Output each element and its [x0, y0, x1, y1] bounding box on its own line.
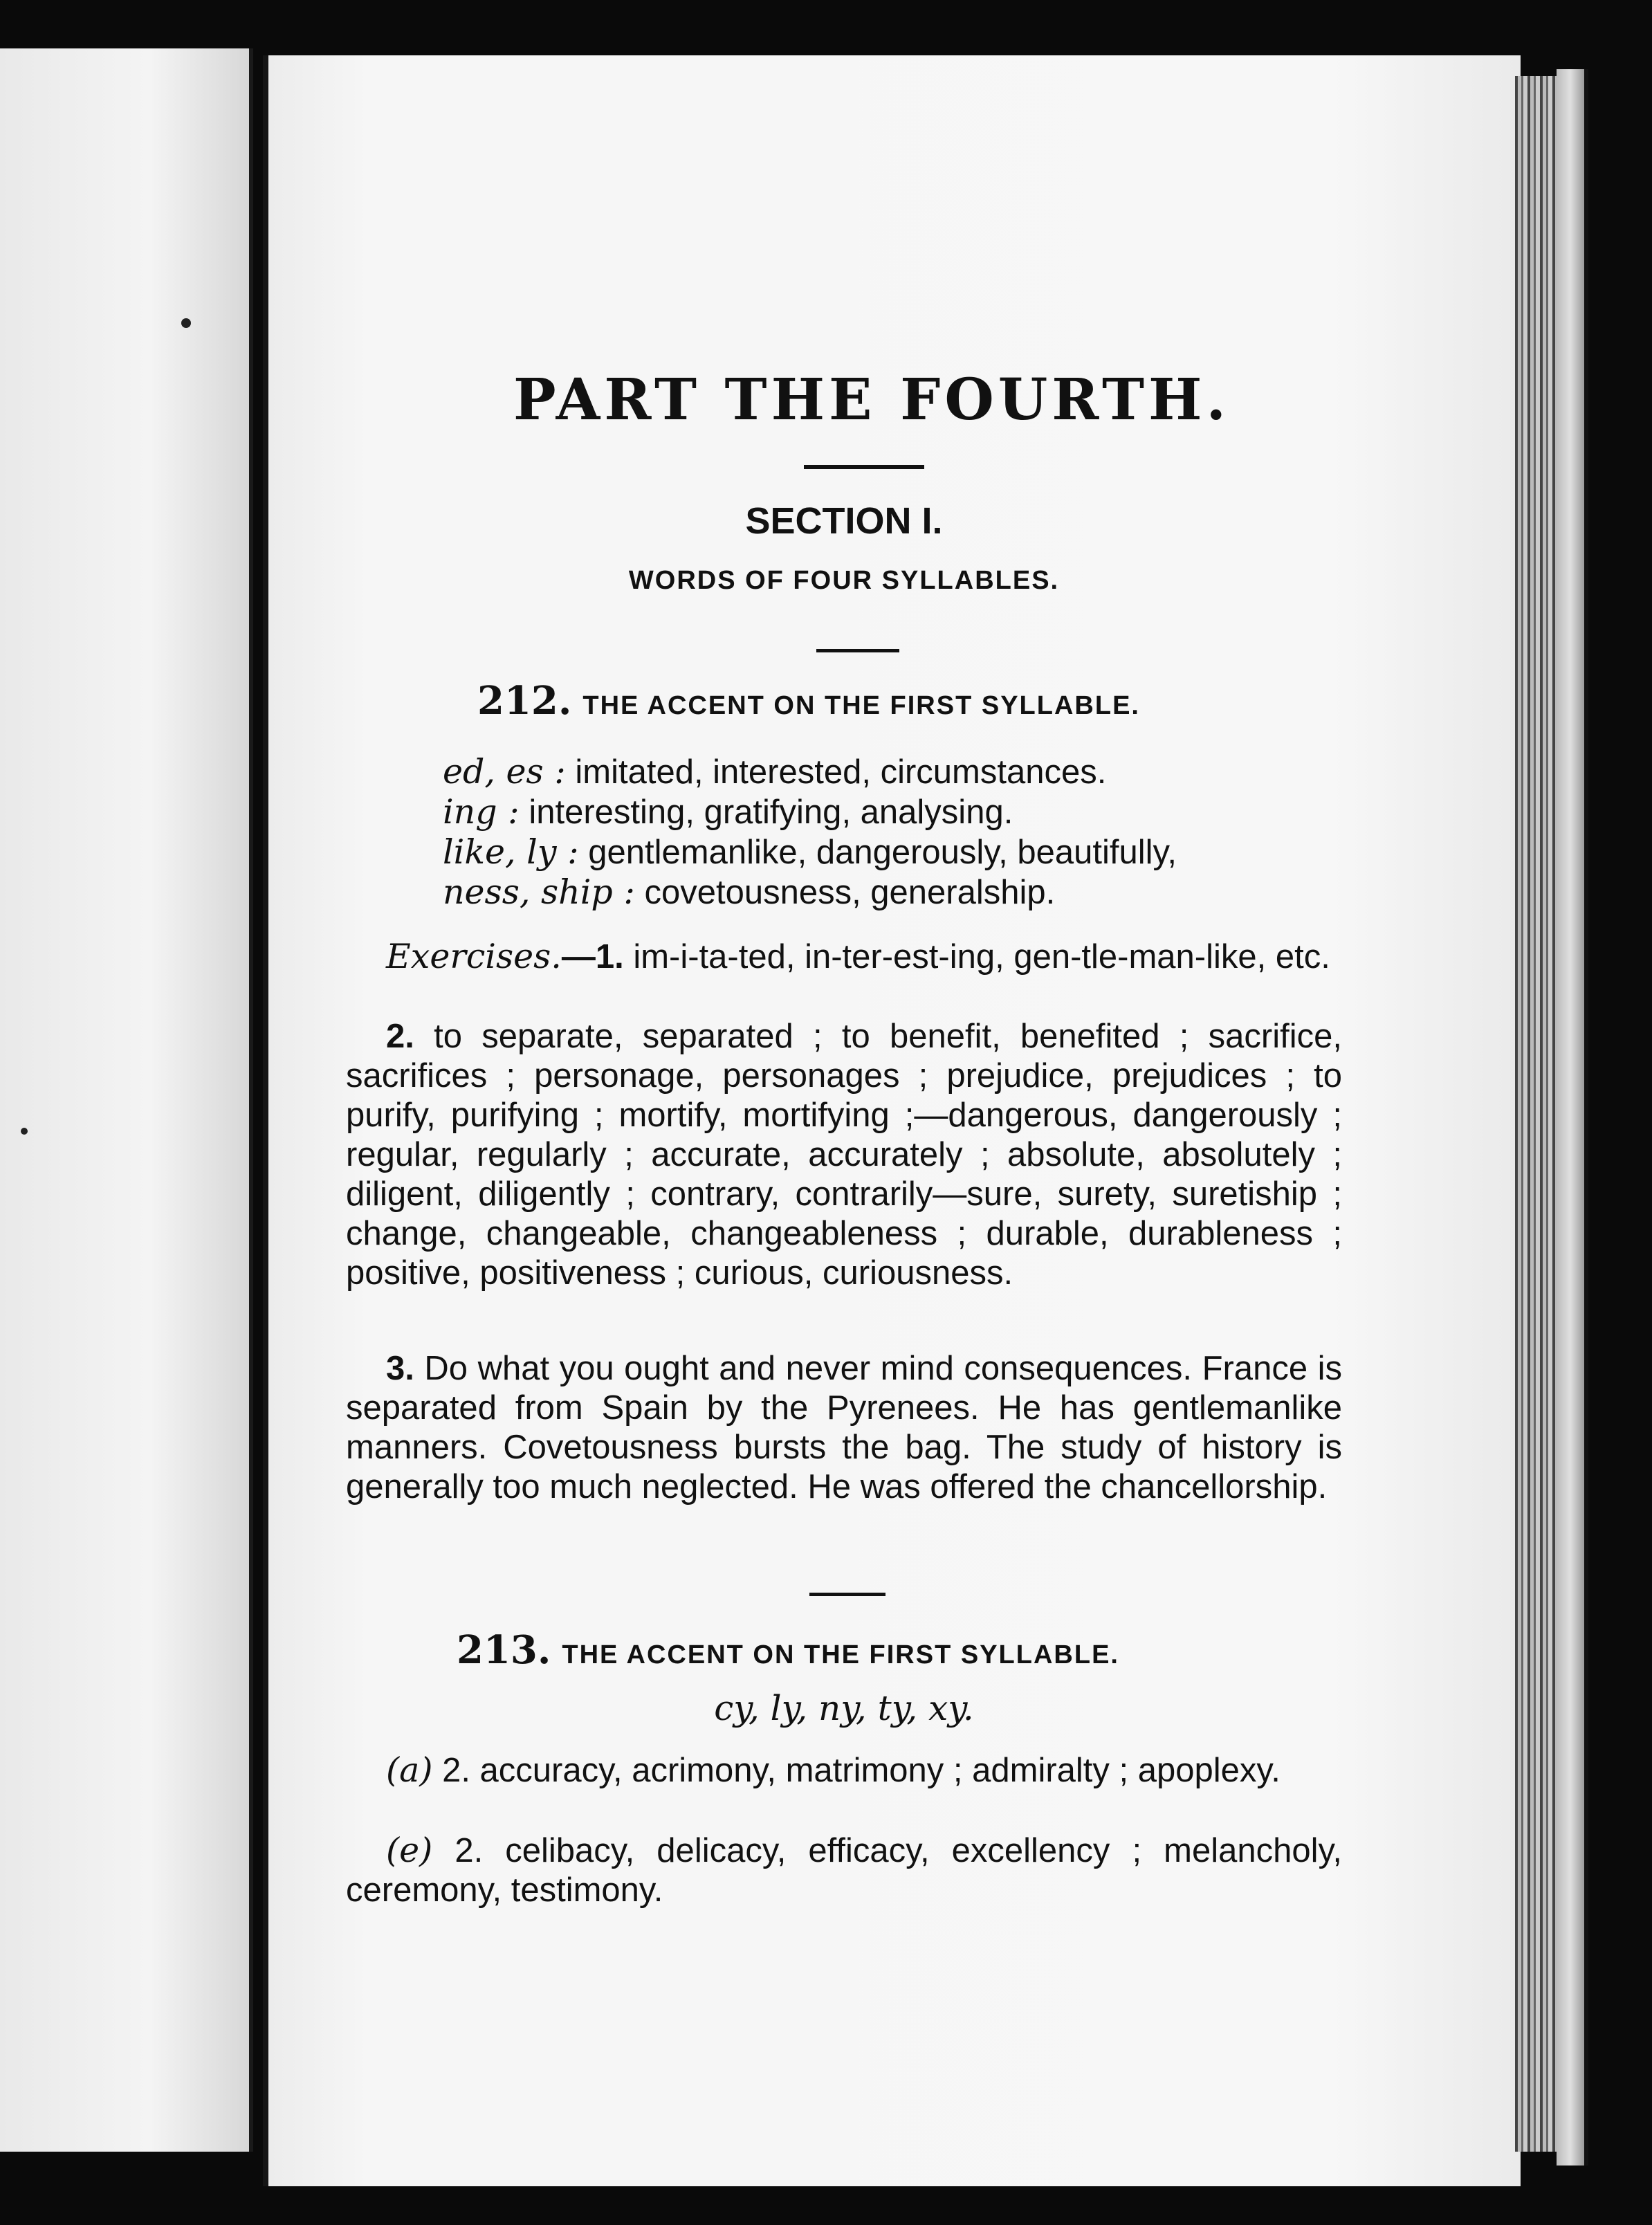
suffix-words: interesting, gratifying, analysing. — [529, 794, 1013, 831]
exercise-number: —1. — [561, 938, 624, 976]
exercise-text: Do what you ought and never mind consequences. France is separated from Spain by the Pyrenees. He has gentlemanlike manners. Covetousness bursts the bag. The study of history is generally too much neglected. He was offered the chancellorship. — [346, 1350, 1342, 1505]
divider — [804, 465, 924, 469]
exercise-3 — [346, 1349, 1342, 1507]
suffix-line — [443, 833, 1177, 872]
exercises-label: Exercises. — [386, 937, 562, 976]
exercise-2 — [346, 1017, 1342, 1293]
suffix-line — [443, 873, 1055, 912]
group-e — [346, 1831, 1342, 1910]
exercise-number: 3. — [386, 1350, 414, 1387]
previous-page — [0, 48, 253, 2152]
part-title: PART THE FOURTH. — [513, 367, 1231, 433]
section-number: 212. — [477, 678, 572, 724]
divider — [816, 649, 899, 652]
section-heading-text: THE ACCENT ON THE FIRST SYLLABLE. — [582, 691, 1140, 720]
section-213-heading — [457, 1627, 1119, 1673]
section-subtitle: WORDS OF FOUR SYLLABLES. — [628, 566, 1060, 595]
ink-speck — [21, 1128, 28, 1135]
suffix-label: ness, ship : — [443, 872, 635, 912]
section-212-heading — [477, 678, 1140, 724]
section-title: SECTION I. — [745, 500, 943, 542]
exercise-number: 2. — [386, 1018, 414, 1055]
page-edges — [1515, 76, 1557, 2152]
divider — [809, 1593, 885, 1596]
endings-line — [339, 1688, 1349, 1728]
exercise-text: to separate, separated ; to benefit, benefited ; sacrifice, sacrifices ; personage, personages ; prejudice, prejudices ; to purify, purifying ; mortify, mortifying ;—dangerous, dangerously ; regular, regularly ; accurate, accurately ; absolute, absolutely ; diligent, diligently ; contrary, contrarily—sure, surety, suretiship ; change, changeable, changeableness ; durable, durableness ; positive, positiveness ; curious, curiousness. — [346, 1018, 1342, 1292]
suffix-line — [443, 753, 1106, 791]
suffix-line — [443, 793, 1013, 832]
suffix-words: imitated, interested, circumstances. — [575, 753, 1107, 791]
exercise-text: im-i-ta-ted, in-ter-est-ing, gen-tle-man-like, etc. — [633, 938, 1330, 976]
suffix-label: ing : — [443, 792, 520, 832]
group-text: 2. celibacy, delicacy, efficacy, excellency ; melancholy, ceremony, testimony. — [346, 1832, 1342, 1909]
ink-speck — [181, 318, 191, 328]
group-label: (e) — [386, 1831, 433, 1870]
section-number: 213. — [457, 1627, 551, 1673]
group-label: (a) — [386, 1750, 433, 1790]
group-a — [346, 1750, 1342, 1791]
suffix-label: ed, es : — [443, 752, 566, 791]
endings: cy, ly, ny, ty, xy. — [714, 1688, 974, 1728]
suffix-label: like, ly : — [443, 832, 579, 872]
exercise-1 — [346, 937, 1342, 977]
suffix-words: covetousness, generalship. — [644, 874, 1056, 911]
suffix-words: gentlemanlike, dangerously, beautifully, — [588, 834, 1177, 871]
section-heading-text: THE ACCENT ON THE FIRST SYLLABLE. — [562, 1640, 1119, 1669]
group-text: 2. accuracy, acrimony, matrimony ; admiralty ; apoplexy. — [442, 1752, 1281, 1789]
book-cover-edge — [1557, 69, 1588, 2166]
